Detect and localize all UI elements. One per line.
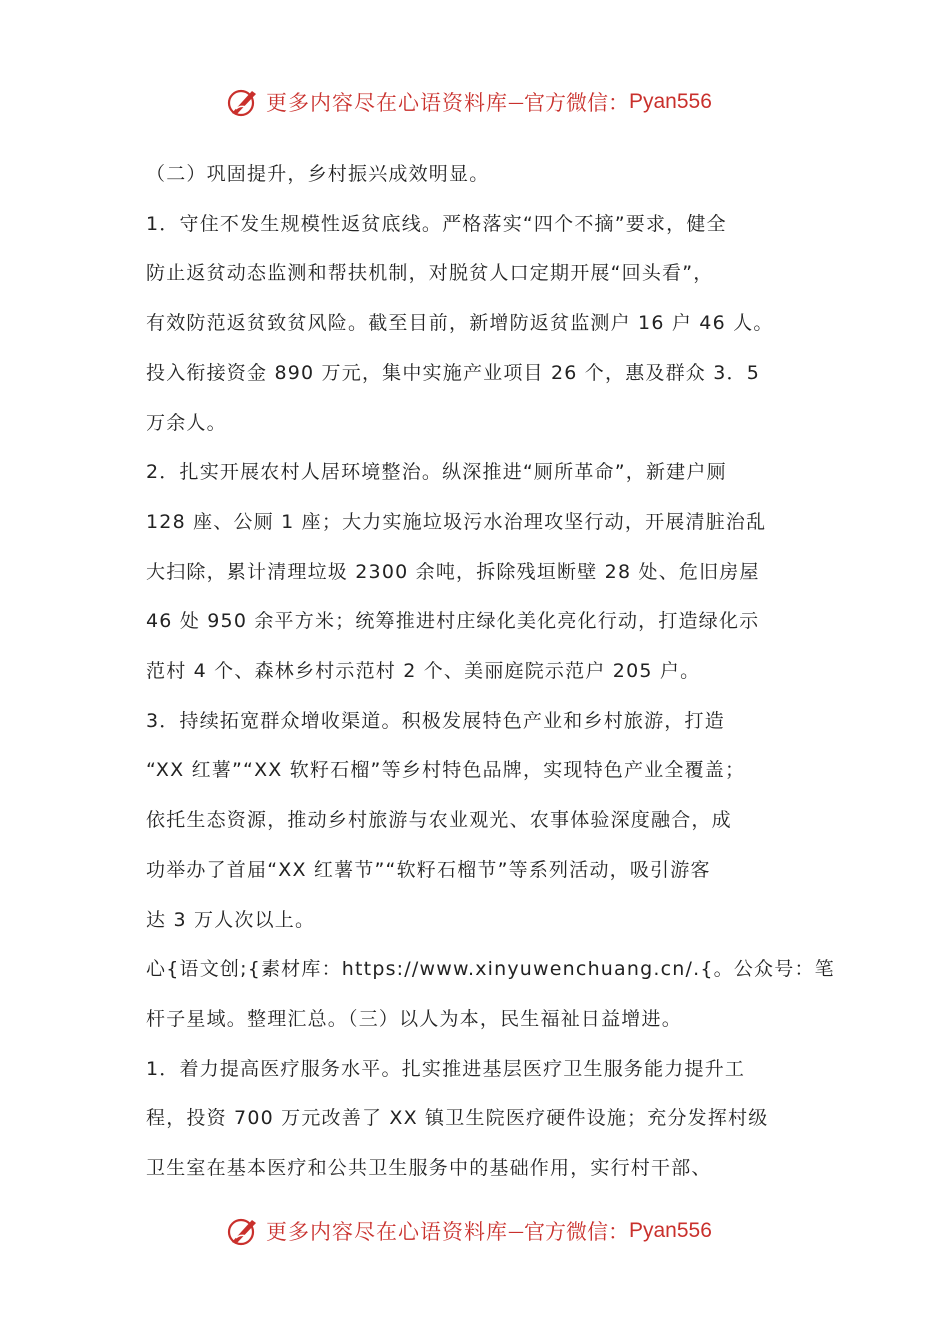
paragraph-line: 3．持续拓宽群众增收渠道。积极发展特色产业和乡村旅游，打造: [146, 709, 725, 732]
paragraph-line: 达 3 万人次以上。: [146, 908, 316, 931]
pen-logo-icon: [226, 85, 260, 119]
footer-banner-title: 更多内容尽在心语资料库: [266, 1220, 508, 1244]
paragraph-line: 杆子星域。整理汇总。（三）以人为本，民生福祉日益增进。: [146, 1007, 682, 1030]
header-banner-wechat-label: 官方微信：: [524, 91, 629, 115]
paragraph-line: 防止返贫动态监测和帮扶机制，对脱贫人口定期开展“回头看”，: [146, 262, 714, 285]
paragraph-line: 有效防范返贫致贫风险。截至目前，新增防返贫监测户 16 户 46 人。: [146, 312, 774, 335]
header-banner-wechat-id: Pyan556: [629, 90, 712, 113]
document-body: [146, 150, 835, 1194]
paragraph-line: 功举办了首届“XX 红薯节”“软籽石榴节”等系列活动，吸引游客: [146, 858, 711, 881]
paragraph-line: 128 座、公厕 1 座；大力实施垃圾污水治理攻坚行动，开展清脏治乱: [146, 510, 767, 533]
footer-banner-dash: —: [508, 1221, 524, 1241]
paragraph-line: 万余人。: [146, 411, 227, 434]
paragraph-line: 依托生态资源，推动乡村旅游与农业观光、农事体验深度融合，成: [146, 809, 732, 832]
paragraph-line: “XX 红薯”“XX 软籽石榴”等乡村特色品牌，实现特色产业全覆盖；: [146, 759, 746, 782]
paragraph-line: 程，投资 700 万元改善了 XX 镇卫生院医疗硬件设施；充分发挥村级: [146, 1107, 769, 1130]
footer-banner-wechat-id: Pyan556: [629, 1219, 712, 1242]
paragraph-line: 投入衔接资金 890 万元，集中实施产业项目 26 个，惠及群众 3．5: [146, 361, 761, 384]
paragraph-line: 大扫除，累计清理垃圾 2300 余吨，拆除残垣断壁 28 处、危旧房屋: [146, 560, 760, 583]
paragraph-line: 卫生室在基本医疗和公共卫生服务中的基础作用，实行村干部、: [146, 1157, 712, 1180]
paragraph-line: 46 处 950 余平方米；统筹推进村庄绿化美化亮化行动，打造绿化示: [146, 610, 760, 633]
paragraph-line: 1．着力提高医疗服务水平。扎实推进基层医疗卫生服务能力提升工: [146, 1057, 746, 1080]
header-banner: [226, 82, 712, 122]
paragraph-line: 2．扎实开展农村人居环境整治。纵深推进“厕所革命”，新建户厕: [146, 461, 727, 484]
paragraph-line: 心{语文创;{素材库：https://www.xinyuwenchuang.cn/.{。公众号：笔: [146, 958, 835, 981]
footer-banner-wechat-label: 官方微信：: [524, 1220, 629, 1244]
paragraph-line: 1．守住不发生规模性返贫底线。严格落实“四个不摘”要求，健全: [146, 212, 727, 235]
header-banner-dash: —: [508, 92, 524, 112]
pen-logo-icon: [226, 1214, 260, 1248]
footer-banner: [226, 1211, 712, 1251]
paragraph-line: （二）巩固提升，乡村振兴成效明显。: [146, 163, 490, 185]
header-banner-title: 更多内容尽在心语资料库: [266, 91, 508, 115]
paragraph-line: 范村 4 个、森林乡村示范村 2 个、美丽庭院示范户 205 户。: [146, 660, 701, 683]
